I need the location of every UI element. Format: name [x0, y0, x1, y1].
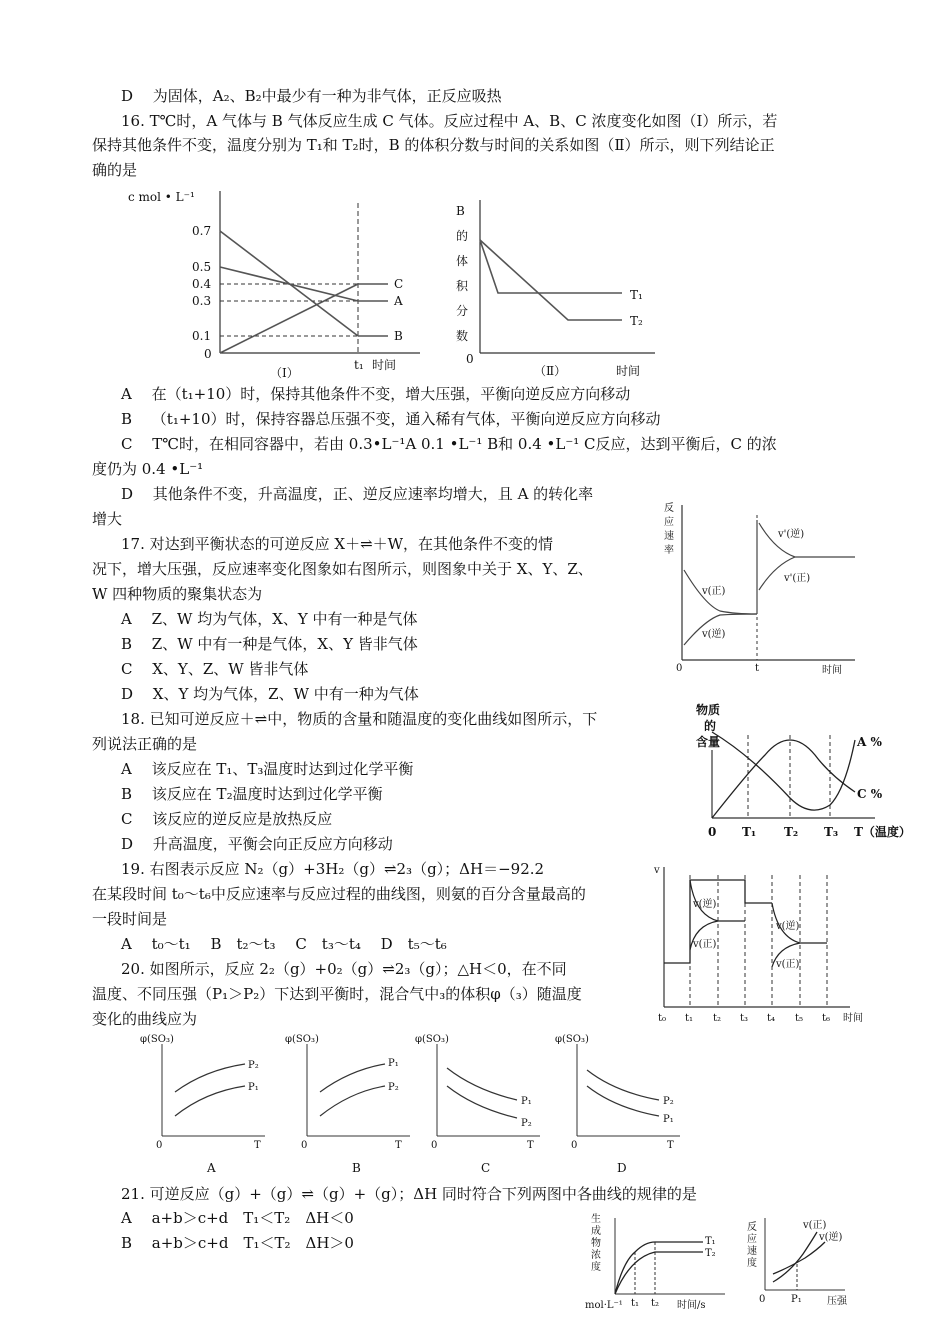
figure-20-option-b: [285, 1030, 438, 1180]
fig2-caption: （Ⅱ）: [534, 364, 567, 378]
question-18-line: 18. 已知可逆反应＋⇌中，物质的含量和随温度的变化曲线如图所示，下: [121, 710, 598, 728]
fig20-xlabel: T: [395, 1140, 402, 1151]
fig2-ylabel: 积: [456, 279, 469, 293]
option-c: C 该反应的逆反应是放热反应: [121, 810, 333, 828]
fig2-ylabel: 的: [456, 229, 469, 243]
fig20-xlabel: T: [527, 1140, 534, 1151]
fig2-curve-t2: [480, 240, 622, 320]
fig20-ylabel: φ(SO₃): [285, 1034, 319, 1045]
ytick: 0.3: [192, 294, 212, 308]
fig20-curve: [587, 1070, 659, 1100]
fig2-ylabel: 体: [456, 254, 469, 268]
fig20-curve: [447, 1068, 517, 1100]
ytick: 0: [204, 347, 212, 361]
xtick: 时间: [843, 1013, 863, 1024]
fig17-label: v(正): [702, 586, 726, 597]
figure-20-option-a: [140, 1030, 290, 1180]
option-d: D 升高温度，平衡会向正反应方向移动: [121, 835, 393, 853]
fig21b-ylabel: 度: [747, 1258, 757, 1269]
fig20-ylabel: φ(SO₃): [140, 1034, 174, 1045]
fig17-ylabel: 应: [664, 517, 674, 528]
ytick: 0.5: [192, 260, 212, 274]
fig1-curve-c: [220, 284, 358, 353]
fig19-label: v(逆): [776, 921, 800, 932]
fig17-label: v'(正): [784, 573, 811, 584]
fig17-ylabel: 率: [664, 545, 674, 556]
option-a: A a+b＞c+d T₁＜T₂ ΔH＜0: [121, 1209, 354, 1227]
fig21a-ylabel: 度: [591, 1262, 601, 1273]
option-a: A 在（t₁+10）时，保持其他条件不变，增大压强，平衡向逆反应方向移动: [121, 385, 631, 403]
fig2-ylabel: 数: [456, 329, 469, 343]
fig19-label: v(正): [776, 959, 800, 970]
question-21-line: 21. 可逆反应（g）+（g）⇌（g）+（g）；ΔH 同时符合下列两图中各曲线的规律的是: [121, 1185, 697, 1203]
fig21a-label-t1: T₁: [705, 1236, 716, 1247]
fig17-xlabel: 时间: [822, 665, 842, 676]
fig2-origin: 0: [466, 352, 474, 366]
fig20-origin: 0: [156, 1140, 163, 1151]
option-b: B a+b＞c+d T₁＜T₂ ΔH＞0: [121, 1234, 354, 1252]
fig20-caption: B: [352, 1161, 361, 1175]
fig1-curve-b: [220, 231, 358, 336]
question-20-line: 20. 如图所示，反应 2₂（g）+0₂（g）⇌2₃（g）；△H＜0，在不同: [121, 960, 567, 978]
fig17-ylabel: 速: [664, 531, 674, 542]
fig17-ylabel: 反: [664, 503, 674, 514]
fig21a-ylabel: 物: [591, 1238, 601, 1249]
fig21b-ylabel: 反: [747, 1222, 757, 1233]
ytick: 0.4: [192, 277, 212, 291]
fig18-ylabel: 的: [704, 719, 717, 733]
question-17-line: 况下，增大压强，反应速率变化图象如右图所示，则图象中关于 X、Y、Z、: [92, 560, 593, 578]
option-b: B Z、W 中有一种是气体，X、Y 皆非气体: [121, 635, 418, 653]
question-19-options: A t₀～t₁ B t₂～t₃ C t₃～t₄ D t₅～t₆: [121, 935, 447, 953]
fig17-label: v(逆): [702, 629, 726, 640]
xtick: t₀: [658, 1013, 667, 1024]
fig18-label-c: C %: [857, 787, 883, 801]
xtick: t₁: [685, 1013, 694, 1024]
option-c: C T℃时，在相同容器中，若由 0.3•L⁻¹A 0.1 •L⁻¹ B和 0.4 •L⁻¹ C反应，达到平衡后，C 的浓: [121, 435, 777, 453]
fig21a-xtick: t₁: [631, 1298, 640, 1309]
figure-17-rate-chart: [660, 495, 860, 680]
question-19-line: 19. 右图表示反应 N₂（g）+3H₂（g）⇌2₃（g）；ΔH＝−92.2: [121, 860, 545, 878]
fig19-xticks: [658, 1011, 863, 1024]
fig2-curve-t1: [480, 240, 622, 293]
fig21b-label: v(逆): [819, 1232, 843, 1243]
fig20-curve: [320, 1086, 385, 1116]
fig20-bottom-label: P₁: [663, 1114, 674, 1125]
fig18-label-a: A %: [857, 735, 882, 749]
fig20-curve: [175, 1086, 245, 1116]
fig21b-ylabel: 应: [747, 1234, 757, 1245]
fig21a-curve-t1: [615, 1242, 703, 1294]
question-19-line: 一段时间是: [92, 910, 168, 928]
fig2-xlabel: 时间: [616, 364, 641, 378]
fig1-caption: （Ⅰ）: [270, 366, 299, 380]
option-d: D X、Y 均为气体，Z、W 中有一种为气体: [121, 685, 419, 703]
fig17-label: v'(逆): [778, 529, 805, 540]
option-a: A Z、W 均为气体，X、Y 中有一种是气体: [121, 610, 418, 628]
fig20-origin: 0: [431, 1140, 438, 1151]
fig20-caption: A: [207, 1161, 216, 1175]
question-18-line: 列说法正确的是: [92, 735, 198, 753]
figure-19-rate-process-chart: [650, 855, 875, 1030]
ytick: 0.7: [192, 224, 212, 238]
fig1-label-c: C: [394, 277, 404, 291]
fig18-xtick: T（温度）: [854, 825, 911, 839]
fig19-label: v(正): [693, 939, 717, 950]
option-c: C X、Y、Z、W 皆非气体: [121, 660, 309, 678]
question-16-line: 保持其他条件不变，温度分别为 T₁和 T₂时，B 的体积分数与时间的关系如图（Ⅱ）所示，则下列结论正: [92, 136, 775, 154]
fig18-xtick: T₁: [742, 825, 757, 839]
figure-20-option-d: [555, 1030, 705, 1180]
fig21a-ylabel: 成: [591, 1226, 601, 1237]
fig2-label-t1: T₁: [630, 288, 643, 302]
option-b: B 该反应在 T₂温度时达到过化学平衡: [121, 785, 383, 803]
figure-20-option-c: [415, 1030, 565, 1180]
fig21b-label: v(正): [803, 1220, 827, 1231]
fig20-caption: D: [617, 1161, 627, 1175]
fig1-xtick: t₁: [354, 358, 364, 372]
fig21a-label-t2: T₂: [705, 1248, 716, 1259]
fig20-top-label: P₁: [388, 1058, 399, 1069]
xtick: t₆: [822, 1013, 831, 1024]
fig18-curve-a: [712, 732, 855, 810]
fig21a-unit: mol·L⁻¹: [585, 1300, 623, 1311]
figure-21-concentration-time-chart: [585, 1212, 745, 1337]
fig21b-curve-reverse: [773, 1242, 825, 1274]
fig20-curve: [447, 1086, 517, 1118]
fig20-bottom-label: P₂: [388, 1082, 399, 1093]
fig21b-curve-forward: [773, 1232, 817, 1282]
fig18-ylabel: 含量: [696, 735, 721, 749]
option-line: D 为固体，A₂、B₂中最少有一种为非气体，正反应吸热: [121, 87, 502, 105]
fig21a-xlabel: 时间/s: [677, 1300, 706, 1311]
option-c-cont: 度仍为 0.4 •L⁻¹: [92, 460, 204, 478]
fig1-xlabel: 时间: [372, 358, 397, 372]
xtick: t₅: [795, 1013, 804, 1024]
fig1-label-b: B: [394, 329, 403, 343]
fig20-ylabel: φ(SO₃): [555, 1034, 589, 1045]
figure-1-concentration-chart: [120, 183, 430, 383]
xtick: t₃: [740, 1013, 749, 1024]
fig18-xtick: T₂: [784, 825, 799, 839]
question-17-line: 17. 对达到平衡状态的可逆反应 X＋⇌＋W，在其他条件不变的情: [121, 535, 554, 553]
fig21b-xtick: P₁: [791, 1294, 802, 1305]
fig18-xtick: T₃: [824, 825, 839, 839]
fig21a-curve-t2: [615, 1252, 703, 1294]
xtick: t₄: [767, 1013, 776, 1024]
fig20-bottom-label: P₂: [521, 1118, 532, 1129]
figure-2-volume-fraction-chart: [450, 195, 670, 380]
fig21b-origin: 0: [759, 1294, 766, 1305]
fig20-xlabel: T: [667, 1140, 674, 1151]
fig18-ylabel: 物质: [696, 703, 721, 717]
fig1-yticks: [192, 224, 212, 361]
fig21a-xtick: t₂: [651, 1298, 660, 1309]
fig20-top-label: P₂: [248, 1060, 259, 1071]
fig20-bottom-label: P₁: [248, 1082, 259, 1093]
fig21a-ylabel: 生: [591, 1214, 601, 1225]
fig2-ylabel: B: [456, 204, 465, 218]
fig21a-ylabel: 浓: [591, 1250, 601, 1261]
fig21b-ylabel: 速: [747, 1246, 757, 1257]
question-16-line: 确的是: [92, 161, 138, 179]
fig19-ylabel: v: [654, 865, 660, 876]
xtick: t₂: [713, 1013, 722, 1024]
fig18-curve-c: [712, 740, 855, 818]
fig2-ylabel: 分: [456, 304, 469, 318]
question-17-line: W 四种物质的聚集状态为: [92, 585, 263, 603]
figure-21-rate-pressure-chart: [745, 1212, 865, 1337]
fig21b-xlabel: 压强: [827, 1296, 847, 1307]
fig20-ylabel: φ(SO₃): [415, 1034, 449, 1045]
fig20-origin: 0: [571, 1140, 578, 1151]
fig2-label-t2: T₂: [630, 314, 643, 328]
option-d: D 其他条件不变，升高温度，正、逆反应速率均增大，且 A 的转化率: [121, 485, 594, 503]
question-16-line: 16. T℃时，A 气体与 B 气体反应生成 C 气体。反应过程中 A、B、C 浓度变化如图（Ⅰ）所示，若: [121, 112, 778, 130]
fig20-caption: C: [481, 1161, 491, 1175]
option-a: A 该反应在 T₁、T₃温度时达到过化学平衡: [121, 760, 414, 778]
fig17-curve-v-prime-reverse: [759, 523, 855, 557]
fig20-origin: 0: [301, 1140, 308, 1151]
figure-18-content-temperature-chart: [690, 700, 920, 845]
fig17-xtick: t: [755, 663, 760, 674]
fig20-top-label: P₁: [521, 1096, 532, 1107]
fig17-origin: 0: [676, 663, 683, 674]
fig1-ylabel: c mol • L⁻¹: [128, 190, 195, 204]
option-b: B （t₁+10）时，保持容器总压强不变，通入稀有气体，平衡向逆反应方向移动: [121, 410, 661, 428]
fig18-xtick: 0: [708, 825, 717, 839]
fig20-xlabel: T: [254, 1140, 261, 1151]
fig1-label-a: A: [394, 294, 403, 308]
question-20-line: 温度、不同压强（P₁＞P₂）下达到平衡时，混合气中₃的体积φ（₃）随温度: [92, 985, 582, 1003]
question-20-line: 变化的曲线应为: [92, 1010, 198, 1028]
fig20-top-label: P₂: [663, 1096, 674, 1107]
ytick: 0.1: [192, 329, 212, 343]
fig19-label: v(逆): [693, 899, 717, 910]
option-d-cont: 增大: [92, 510, 123, 528]
question-19-line: 在某段时间 t₀～t₆中反应速率与反应过程的曲线图，则氨的百分含量最高的: [92, 885, 586, 903]
